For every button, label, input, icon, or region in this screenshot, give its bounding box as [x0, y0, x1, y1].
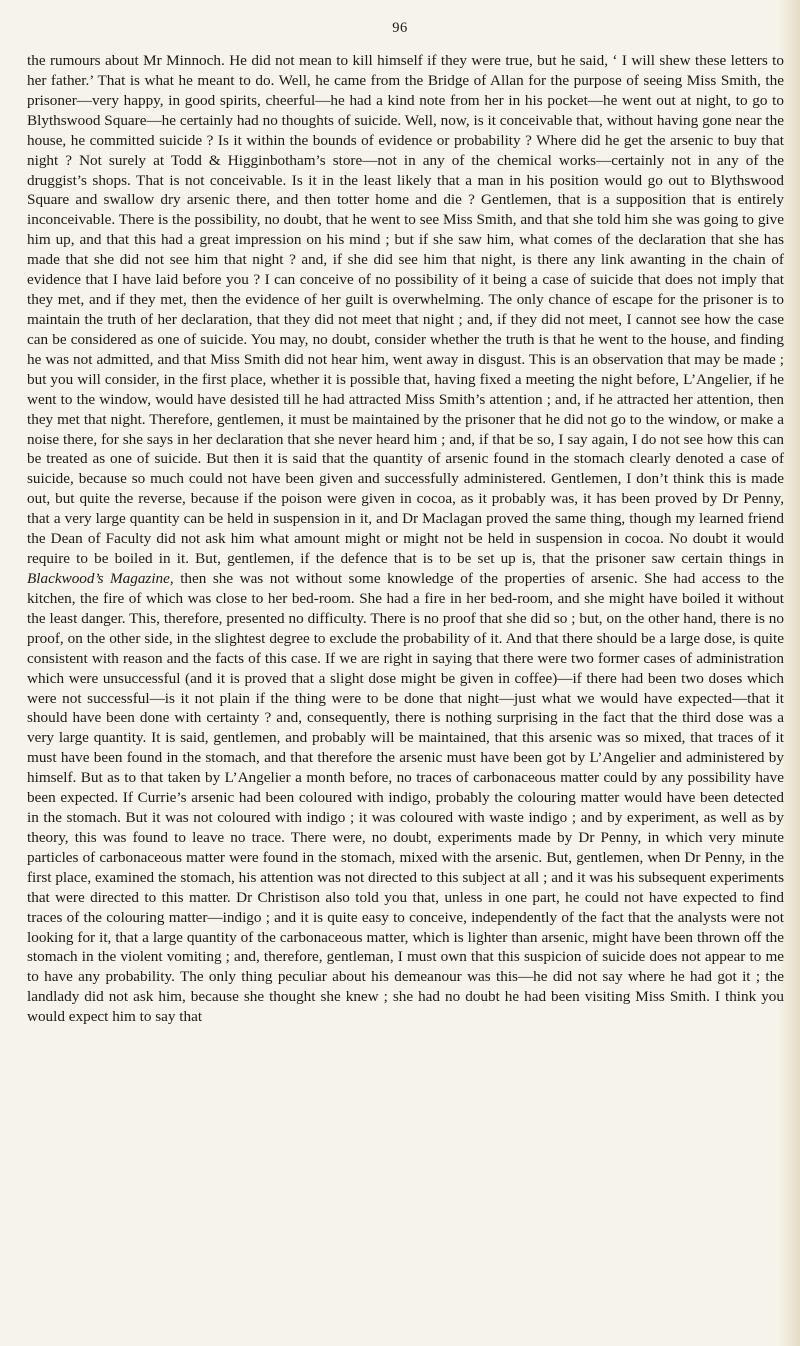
- body-text-segment-2: , then she was not without some knowledge of the properties of arsenic. She had access to the kitchen, the fire of which was close to her bed-room. She had a fire in her bed-room, and she might have boiled it without the least danger. This, therefore, presented no difficulty. There is no proof that she did so ; but, on the other hand, there is no proof, on the other side, in the slightest degree to exclude the probability of it. And that there should be a large dose, is quite consistent with reason and the facts of this case. If we are right in saying that there were two former cases of administration which were unsuccessful (and it is proved that a slight dose might be given in coffee)—if there had been two doses which were not successful—is it not plain if the thing were to be done that night—just what we would have expected—that it should have been done with certainty ? and, consequently, there is nothing surprising in the fact that the third dose was a very large quantity. It is said, gentlemen, and probably will be maintained, that this arsenic was so mixed, that traces of it must have been found in the stomach, and that therefore the arsenic must have been got by L’Angelier and administered by himself. But as to that taken by L’Angelier a month before, no traces of carbonaceous matter could by any possibility have been expected. If Currie’s arsenic had been coloured with indigo, probably the colouring matter would have been detected in the stomach. But it was not coloured with indigo ; it was coloured with waste indigo ; and by experiment, as well as by theory, this was found to leave no trace. There were, no doubt, experiments made by Dr Penny, in which very minute particles of carbonaceous matter were found in the stomach, mixed with the arsenic. But, gentlemen, when Dr Penny, in the first place, examined the stomach, his attention was not directed to this subject at all ; and it was his subsequent experiments that were directed to this matter. Dr Christison also told you that, unless in one part, he could not have expected to find traces of the colouring matter—indigo ; and it is quite easy to conceive, independently of the fact that the analysts were not looking for it, that a large quantity of the carbonaceous matter, which is lighter than arsenic, might have been thrown off the stomach in the violent vomiting ; and, therefore, gentleman, I must own that this suspicion of suicide does not appear to me to have any probability. The only thing peculiar about his demeanour was this—he did not say where he had got it ; the landlady did not ask him, because she thought she knew ; she had no doubt he had been visiting Miss Smith. I think you would expect him to say that: [27, 569, 785, 1026]
- page-number: 96: [392, 20, 408, 36]
- body-text-segment-1: the rumours about Mr Minnoch. He did not mean to kill himself if they were true, but he said, ‘ I will shew these letters to her father.’ That is what he meant to do. Well, he came from the Bridge of Allan for the purpose of seeing Miss Smith, the prisoner—very happy, in good spirits, cheerful—he had a kind note from her in his pocket—he went out at night, to go to Blythswood Square—he certainly had no thoughts of suicide. Well, now, is it conceivable that, without having gone near the house, he committed suicide ? Is it within the bounds of evidence or probability ? Where did he get the arsenic to buy that night ? Not surely at Todd & Higginbotham’s store—not in any of the chemical works—certainly not in any of the druggist’s shops. That is not conceivable. Is it in the least likely that a man in his position would go out to Blythswood Square and swallow dry arsenic there, and then totter home and die ? Gentlemen, that is a supposition that is entirely inconceivable. There is the possibility, no doubt, that he went to see Miss Smith, and that she told him she was going to give him up, and that this had a great impression on his mind ; but if she saw him, what comes of the declaration that she has made that she did not see him that night ? and, if she did see him that night, is there any link awanting in the chain of evidence that I have laid before you ? I can conceive of no possibility of it being a case of suicide that does not imply that they met, and if they met, then the evidence of her guilt is overwhelming. The only chance of escape for the prisoner is to maintain the truth of her declaration, that they did not meet that night ; and, if they did not meet, I cannot see how the case can be considered as one of suicide. You may, no doubt, consider whether the truth is that he went to the house, and finding he was not admitted, and that Miss Smith did not hear him, went away in disgust. This is an observation that may be made ; but you will consider, in the first place, whether it is possible that, having fixed a meeting the night before, L’Angelier, if he went to the window, would have desisted till he had attracted Miss Smith’s attention ; and, if he attracted her attention, then they met that night. Therefore, gentlemen, it must be maintained by the prisoner that he did not go to the window, or make a noise there, for she says in her declaration that she never heard him ; and, if that be so, I say again, I do not see how this can be treated as one of suicide. But then it is said that the quantity of arsenic found in the stomach clearly denoted a case of suicide, because so much could not have been given and successfully administered. Gentlemen, I don’t think this is made out, but quite the reverse, because if the poison were given in cocoa, as it probably was, it has been proved by Dr Penny, that a very large quantity can be held in suspension in it, and Dr Maclagan proved the same thing, though my learned friend the Dean of Faculty did not ask him what amount might or might not be held in suspension in cocoa. No doubt it would require to be boiled in it. But, gentlemen, if the defence that is to be set up is, that the prisoner saw certain things in: [27, 52, 784, 568]
- body-text: [27, 51, 784, 1027]
- body-text-italic-title: Blackwood’s Magazine: [27, 569, 170, 587]
